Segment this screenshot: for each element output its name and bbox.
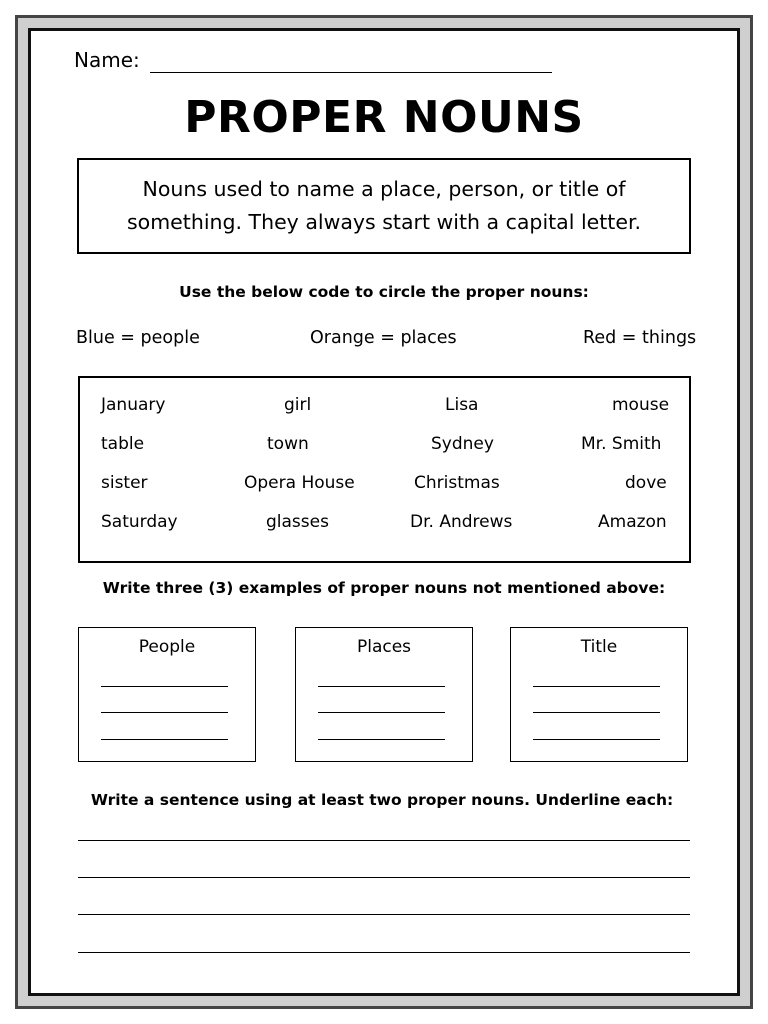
answer-line[interactable] [318, 739, 445, 740]
sentence-line[interactable] [78, 877, 690, 878]
category-title-title: Title [580, 637, 618, 657]
definition-box [77, 158, 691, 254]
category-title-places: Places [356, 637, 412, 657]
category-box-people [78, 627, 256, 762]
word-lisa[interactable]: Lisa [445, 395, 479, 415]
answer-line[interactable] [533, 686, 660, 687]
word-mouse[interactable]: mouse [612, 395, 670, 415]
answer-line[interactable] [533, 739, 660, 740]
definition-text [89, 173, 679, 239]
word-january[interactable]: January [101, 395, 166, 415]
code-red-things: Red = things [583, 328, 697, 348]
definition-line-2: something. They always start with a capital letter. [126, 210, 642, 234]
sentence-instruction: Write a sentence using at least two proper nouns. Underline each: [90, 791, 674, 809]
word-christmas[interactable]: Christmas [414, 473, 500, 493]
word-dr-andrews[interactable]: Dr. Andrews [410, 512, 513, 532]
name-label: Name: [74, 48, 140, 72]
word-bank-box [78, 376, 691, 563]
word-saturday[interactable]: Saturday [101, 512, 178, 532]
name-field-line[interactable] [150, 72, 552, 73]
answer-line[interactable] [101, 739, 228, 740]
category-title-people: People [138, 637, 196, 657]
answer-line[interactable] [101, 712, 228, 713]
category-box-title [510, 627, 688, 762]
word-girl[interactable]: girl [284, 395, 312, 415]
word-opera-house[interactable]: Opera House [244, 473, 355, 493]
word-sydney[interactable]: Sydney [431, 434, 494, 454]
sentence-line[interactable] [78, 952, 690, 953]
page-title: PROPER NOUNS [184, 92, 584, 143]
code-orange-places: Orange = places [310, 328, 457, 348]
answer-line[interactable] [318, 686, 445, 687]
circle-instruction: Use the below code to circle the proper nouns: [179, 283, 589, 301]
sentence-line[interactable] [78, 840, 690, 841]
word-mr-smith[interactable]: Mr. Smith [581, 434, 662, 454]
answer-line[interactable] [533, 712, 660, 713]
sentence-line[interactable] [78, 914, 690, 915]
word-town[interactable]: town [267, 434, 309, 454]
answer-line[interactable] [101, 686, 228, 687]
category-box-places [295, 627, 473, 762]
word-sister[interactable]: sister [101, 473, 148, 493]
definition-line-1: Nouns used to name a place, person, or title of [142, 177, 626, 201]
word-glasses[interactable]: glasses [266, 512, 329, 532]
examples-instruction: Write three (3) examples of proper nouns not mentioned above: [102, 579, 666, 597]
word-dove[interactable]: dove [625, 473, 667, 493]
word-table[interactable]: table [101, 434, 145, 454]
code-blue-people: Blue = people [76, 328, 200, 348]
answer-line[interactable] [318, 712, 445, 713]
word-amazon[interactable]: Amazon [598, 512, 667, 532]
